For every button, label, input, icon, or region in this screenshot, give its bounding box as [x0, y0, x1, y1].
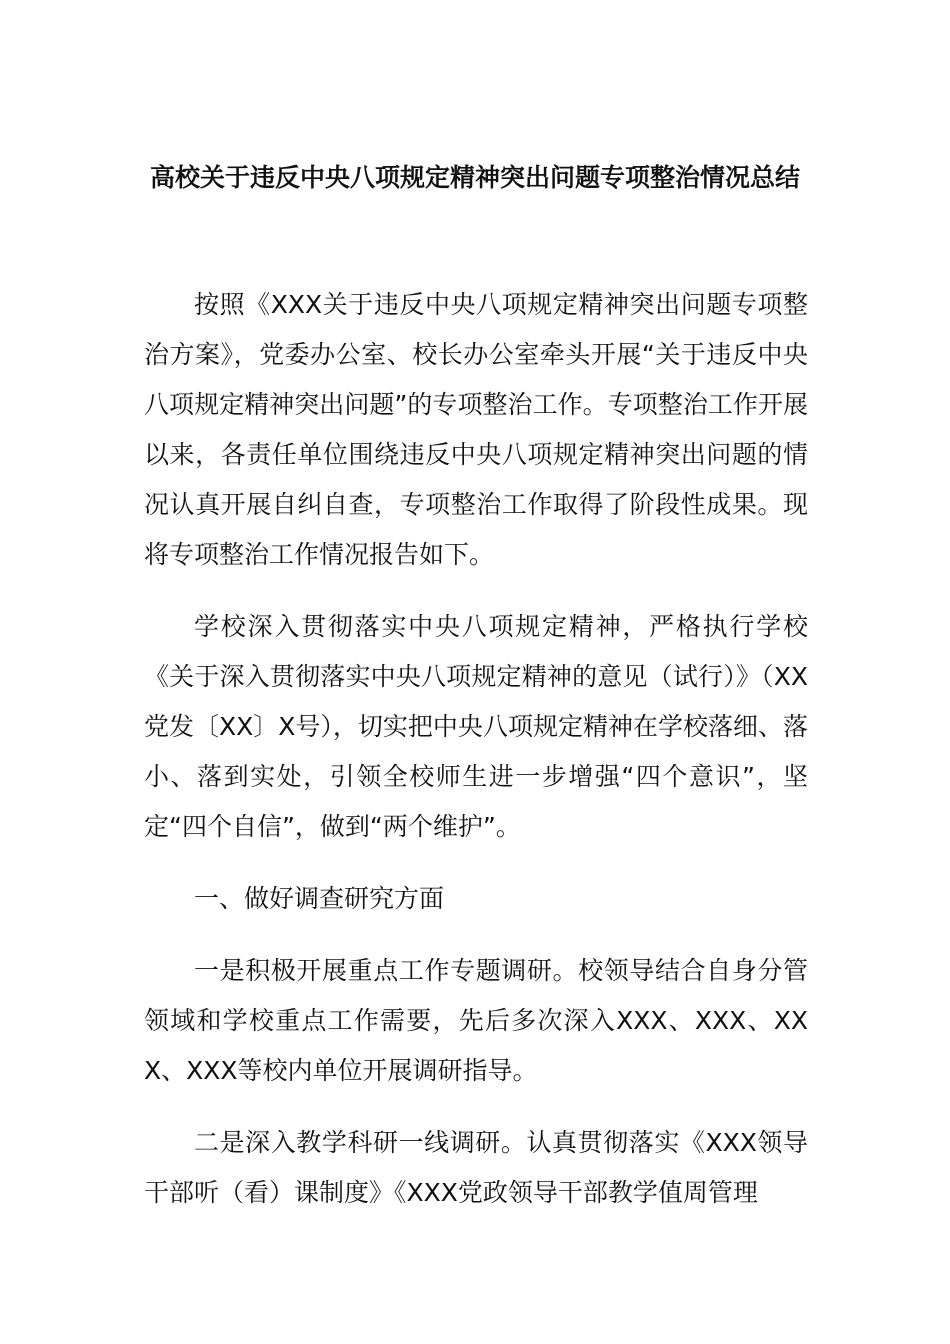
paragraph-intro: 按照《XXX关于违反中央八项规定精神突出问题专项整治方案》，党委办公室、校长办公室牵头开展“关于违反中央八项规定精神突出问题”的专项整治工作。专项整治工作开展以来，各责任单位围绕违反中央八项规定精神突出问题的情况认真开展自纠自查，专项整治工作取得了阶段性成果。现将专项整治工作情况报告如下。	[144, 290, 808, 569]
document-body	[144, 280, 808, 1218]
paragraph-research-1: 一是积极开展重点工作专题调研。校领导结合自身分管领域和学校重点工作需要，先后多次深入XXX、XXX、XXX、XXX等校内单位开展调研指导。	[144, 956, 808, 1085]
section-heading-research: 一、做好调查研究方面	[194, 884, 445, 913]
document-title: 高校关于违反中央八项规定精神突出问题专项整治情况总结	[149, 163, 800, 192]
paragraph-implementation: 学校深入贯彻落实中央八项规定精神，严格执行学校《关于深入贯彻落实中央八项规定精神的意见（试行）》（XX党发〔XX〕X号），切实把中央八项规定精神在学校落细、落小、落到实处，引领全校师生进一步增强“四个意识”，坚定“四个自信”，做到“两个维护”。	[144, 612, 808, 841]
paragraph-research-2: 二是深入教学科研一线调研。认真贯彻落实《XXX领导干部听（看）课制度》《XXX党政领导干部教学值周管理	[144, 1128, 808, 1207]
